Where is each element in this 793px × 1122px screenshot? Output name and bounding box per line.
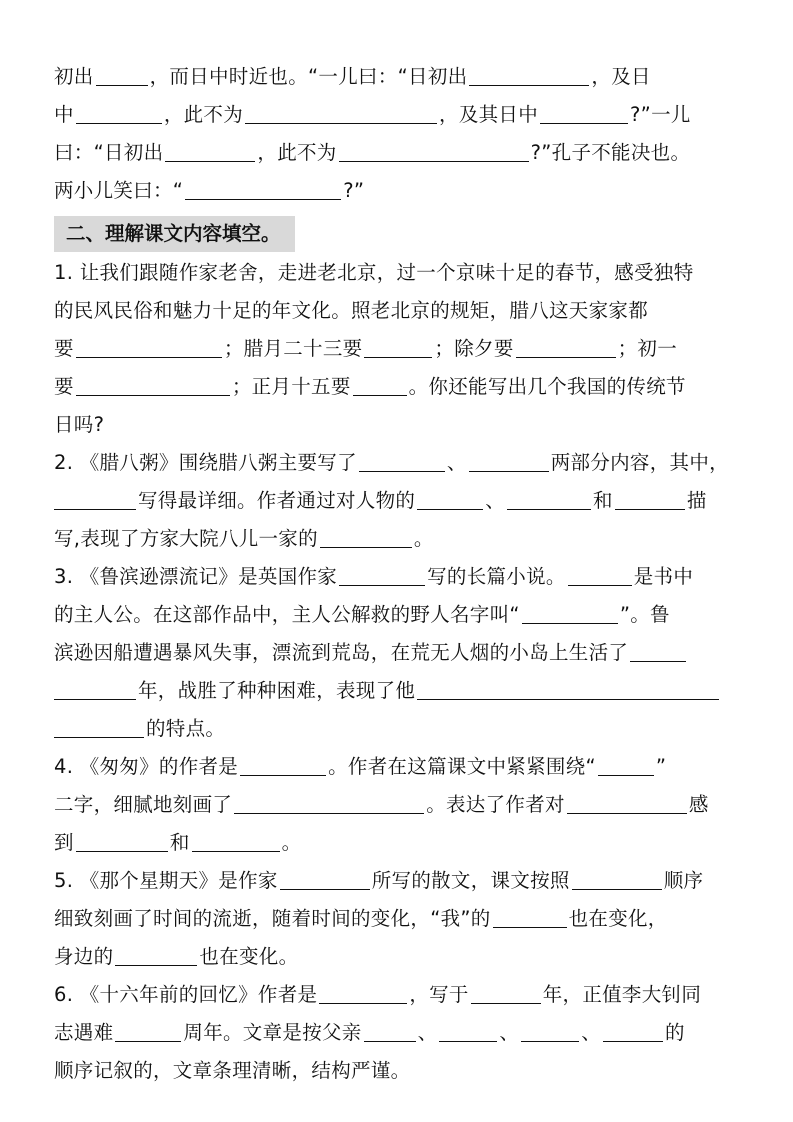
text-segment: ，及日 [591, 65, 651, 88]
answer-blank[interactable] [615, 487, 685, 510]
text-segment: 的特点。 [146, 717, 226, 740]
answer-blank[interactable] [493, 905, 567, 928]
text-segment: 志遇难 [54, 1021, 114, 1044]
answer-blank[interactable] [76, 373, 230, 396]
passage-line-1 [54, 58, 744, 96]
text-segment: 。作者在这篇课文中紧紧围绕“ [328, 755, 596, 778]
worksheet-page [54, 58, 744, 1090]
answer-blank[interactable] [165, 139, 255, 162]
text-segment: ，此不为 [257, 141, 337, 164]
text-segment: 要 [54, 337, 74, 360]
text-segment: 、 [485, 489, 506, 512]
text-segment: 的主人公。在这部作品中，主人公解救的野人名字叫“ [54, 603, 520, 626]
text-segment: ?” [343, 179, 365, 202]
text-segment: 和 [169, 831, 190, 854]
text-segment: ；初一 [617, 337, 678, 360]
answer-blank[interactable] [630, 639, 686, 662]
q4-line-1 [54, 748, 744, 786]
answer-blank[interactable] [339, 563, 425, 586]
answer-blank[interactable] [572, 867, 662, 890]
answer-blank[interactable] [76, 829, 168, 852]
answer-blank[interactable] [507, 487, 591, 510]
question-3 [54, 558, 744, 748]
text-segment: 两部分内容，其中， [550, 451, 729, 474]
text-segment: 。 [413, 527, 434, 550]
q2-line-1 [54, 444, 744, 482]
answer-blank[interactable] [115, 943, 197, 966]
text-segment: ?”一儿 [630, 103, 691, 126]
answer-blank[interactable] [439, 1019, 497, 1042]
answer-blank[interactable] [54, 715, 144, 738]
question-5 [54, 862, 744, 976]
text-segment: ” [655, 755, 667, 778]
q3-line-5 [54, 710, 744, 748]
answer-blank[interactable] [234, 791, 424, 814]
text-segment: 4. 《匆匆》的作者是 [54, 755, 239, 778]
text-segment: ”。鲁 [619, 603, 670, 626]
question-6 [54, 976, 744, 1090]
text-segment: ?”孔子不能决也。 [530, 141, 691, 164]
answer-blank[interactable] [522, 601, 618, 624]
text-segment: 、 [417, 1021, 438, 1044]
text-segment: ；正月十五要 [231, 375, 351, 398]
text-segment: 周年。文章是按父亲 [183, 1021, 362, 1044]
answer-blank[interactable] [359, 449, 445, 472]
text-segment: 和 [593, 489, 613, 512]
q1-line-1: 1. 让我们跟随作家老舍，走进老北京，过一个京味十足的春节，感受独特 [54, 261, 694, 284]
q5-line-1 [54, 862, 744, 900]
q2-line-3 [54, 520, 744, 558]
text-segment: ，此不为 [163, 103, 244, 126]
text-segment: 。表达了作者对 [426, 793, 565, 816]
text-segment: 要 [54, 375, 74, 398]
answer-blank[interactable] [319, 981, 407, 1004]
question-2 [54, 444, 744, 558]
q3-line-1 [54, 558, 744, 596]
q5-line-2 [54, 900, 744, 938]
answer-blank[interactable] [521, 1019, 579, 1042]
text-segment: 感 [688, 793, 709, 816]
question-1 [54, 254, 744, 444]
text-segment: 写得最详细。作者通过对人物的 [138, 489, 416, 512]
text-segment: 顺序 [663, 869, 704, 892]
q3-line-3 [54, 634, 744, 672]
text-segment: 。你还能写出几个我国的传统节 [408, 375, 686, 398]
answer-blank[interactable] [417, 487, 483, 510]
text-segment: 、 [446, 451, 467, 474]
text-segment: 初出 [54, 65, 94, 88]
passage-line-2 [54, 96, 744, 134]
text-segment: 中 [54, 103, 74, 126]
answer-blank[interactable] [54, 487, 136, 510]
q2-line-2 [54, 482, 744, 520]
answer-blank[interactable] [469, 449, 549, 472]
text-segment: ，而日中时近也。“一儿曰：“日初出 [149, 65, 468, 88]
answer-blank[interactable] [364, 335, 432, 358]
q1-line-3 [54, 330, 744, 368]
answer-blank[interactable] [320, 525, 412, 548]
text-segment: 写,表现了方家大院八儿一家的 [54, 527, 318, 550]
q4-line-2 [54, 786, 744, 824]
q5-line-3 [54, 938, 744, 976]
passage-line-4 [54, 172, 744, 210]
text-segment: 、 [581, 1021, 602, 1044]
q6-line-2 [54, 1014, 744, 1052]
answer-blank[interactable] [54, 677, 136, 700]
text-segment: 。 [281, 831, 302, 854]
text-segment: 身边的 [54, 945, 114, 968]
text-segment: 是书中 [633, 565, 694, 588]
text-segment: ，及其日中 [439, 103, 539, 126]
answer-blank[interactable] [240, 753, 326, 776]
answer-blank[interactable] [417, 677, 719, 700]
section-heading: 二、理解课文内容填空。 [54, 216, 295, 252]
text-segment: 两小儿笑曰：“ [54, 179, 184, 202]
q6-line-1 [54, 976, 744, 1014]
q4-line-3 [54, 824, 744, 862]
answer-blank[interactable] [568, 563, 632, 586]
answer-blank[interactable] [471, 981, 541, 1004]
answer-blank[interactable] [96, 63, 148, 86]
text-segment: 3. 《鲁滨逊漂流记》是英国作家 [54, 565, 338, 588]
q1-line-2: 的民风民俗和魅力十足的年文化。照老北京的规矩，腊八这天家家都 [54, 299, 649, 322]
text-segment: 年，正值李大钊同 [542, 983, 702, 1006]
text-segment: 年，战胜了种种困难，表现了他 [138, 679, 416, 702]
text-segment: 曰：“日初出 [54, 141, 164, 164]
answer-blank[interactable] [364, 1019, 416, 1042]
answer-blank[interactable] [567, 791, 687, 814]
text-segment: 也在变化， [568, 907, 668, 930]
answer-blank[interactable] [280, 867, 370, 890]
q6-line-3: 顺序记叙的，文章条理清晰，结构严谨。 [54, 1059, 411, 1082]
text-segment: 5. 《那个星期天》是作家 [54, 869, 278, 892]
text-segment: 到 [54, 831, 74, 854]
question-4 [54, 748, 744, 862]
answer-blank[interactable] [353, 373, 407, 396]
text-segment: ；除夕要 [434, 337, 514, 360]
text-segment: ，写于 [409, 983, 469, 1006]
text-segment: 二字，细腻地刻画了 [54, 793, 233, 816]
text-segment: 2. 《腊八粥》围绕腊八粥主要写了 [54, 451, 357, 474]
answer-blank[interactable] [540, 101, 628, 124]
text-segment: 也在变化。 [199, 945, 299, 968]
q1-line-5: 日吗? [54, 413, 105, 436]
answer-blank[interactable] [516, 335, 616, 358]
passage-fill-in [54, 58, 744, 210]
answer-blank[interactable] [245, 101, 437, 124]
q3-line-4 [54, 672, 744, 710]
section-heading-wrap [54, 216, 744, 252]
text-segment: 6. 《十六年前的回忆》作者是 [54, 983, 318, 1006]
passage-line-3 [54, 134, 744, 172]
answer-blank[interactable] [76, 101, 162, 124]
text-segment: 的 [665, 1021, 685, 1044]
text-segment: 滨逊因船遭遇暴风失事，漂流到荒岛，在荒无人烟的小岛上生活了 [54, 641, 629, 664]
answer-blank[interactable] [76, 335, 222, 358]
text-segment: 、 [499, 1021, 520, 1044]
text-segment: 所写的散文，课文按照 [371, 869, 570, 892]
answer-blank[interactable] [603, 1019, 663, 1042]
answer-blank[interactable] [185, 177, 341, 200]
q3-line-2 [54, 596, 744, 634]
answer-blank[interactable] [339, 139, 529, 162]
answer-blank[interactable] [469, 63, 589, 86]
text-segment: 写的长篇小说。 [427, 565, 566, 588]
q1-line-4 [54, 368, 744, 406]
text-segment: 细致刻画了时间的流逝，随着时间的变化，“我”的 [54, 907, 491, 930]
answer-blank[interactable] [598, 753, 654, 776]
answer-blank[interactable] [192, 829, 280, 852]
text-segment: ；腊月二十三要 [223, 337, 363, 360]
answer-blank[interactable] [115, 1019, 181, 1042]
text-segment: 描 [686, 489, 707, 512]
